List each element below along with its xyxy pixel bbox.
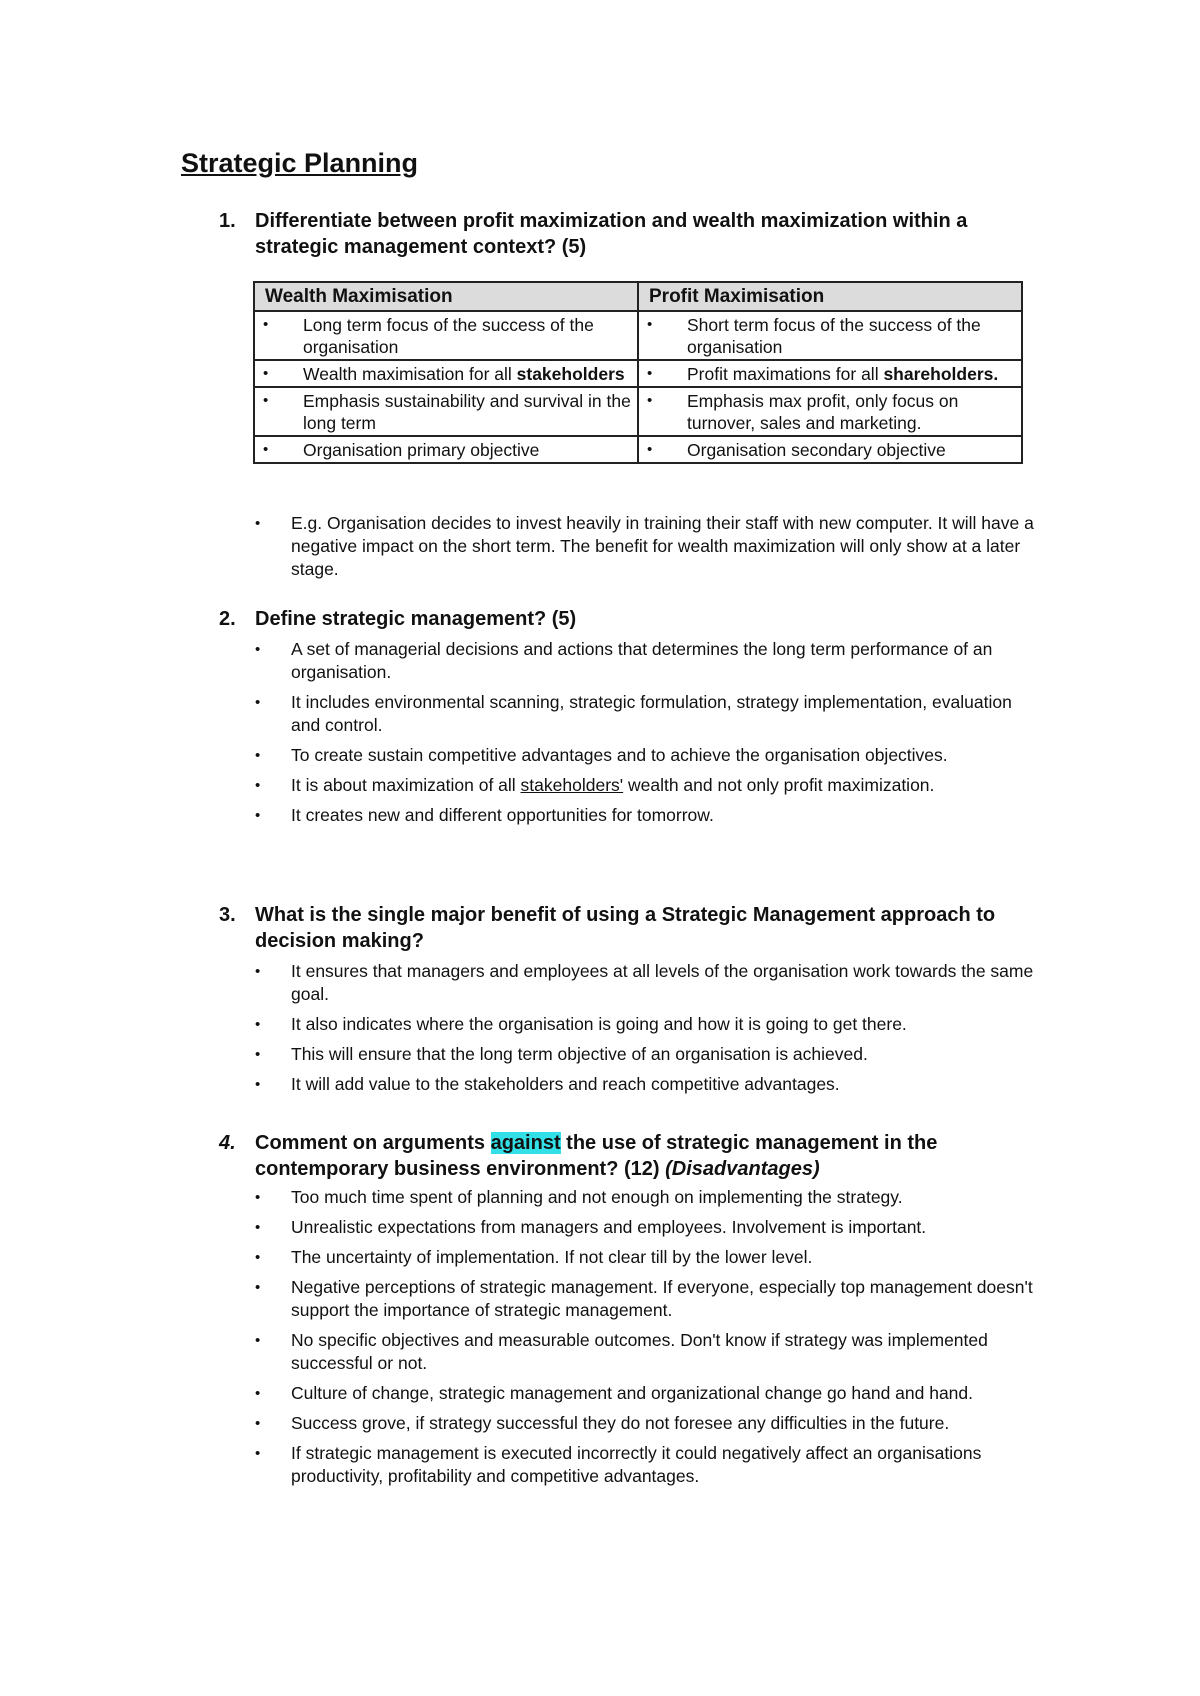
list-item bbox=[255, 774, 1039, 797]
list-item bbox=[255, 1412, 1039, 1435]
list-item-text: Success grove, if strategy successful they do not foresee any difficulties in the future. bbox=[291, 1413, 950, 1433]
question-3 bbox=[219, 902, 1039, 1103]
question-4 bbox=[219, 1130, 1039, 1495]
cell-text: Wealth maximisation for all bbox=[303, 364, 517, 384]
list-item-text: If strategic management is executed incorrectly it could negatively affect an organisations productivity, profitability and competitive advantages. bbox=[291, 1443, 982, 1486]
bullet-icon: • bbox=[647, 316, 653, 333]
list-item bbox=[255, 1013, 1039, 1036]
question-number: 4. bbox=[219, 1132, 236, 1154]
bullet-icon: • bbox=[263, 392, 269, 409]
cell-text: Emphasis sustainability and survival in the long term bbox=[303, 391, 631, 433]
list-item-text: wealth and not only profit maximization. bbox=[623, 775, 935, 795]
list-item-text: It will add value to the stakeholders and reach competitive advantages. bbox=[291, 1074, 840, 1094]
question-text-part: Comment on arguments bbox=[255, 1132, 491, 1154]
list-item bbox=[255, 512, 1039, 581]
table-cell bbox=[638, 436, 1022, 463]
column-header-profit: Profit Maximisation bbox=[638, 282, 1022, 311]
question-text: Define strategic management? (5) bbox=[255, 608, 577, 630]
bullet-icon: • bbox=[255, 1249, 261, 1266]
bullet-icon: • bbox=[255, 747, 261, 764]
table-cell bbox=[254, 360, 638, 387]
bullet-icon: • bbox=[255, 1219, 261, 1236]
list-item-text: It includes environmental scanning, strategic formulation, strategy implementation, evaluation and control. bbox=[291, 692, 1012, 735]
bullet-icon: • bbox=[255, 1445, 261, 1462]
table-cell bbox=[254, 311, 638, 360]
underlined-text: stakeholders' bbox=[520, 775, 624, 795]
question-text: Differentiate between profit maximization and wealth maximization within a strategic management context? (5) bbox=[255, 210, 968, 258]
cell-text: Short term focus of the success of the organisation bbox=[687, 315, 981, 357]
table-row bbox=[254, 436, 1022, 463]
table-cell bbox=[638, 360, 1022, 387]
bullet-icon: • bbox=[255, 807, 261, 824]
question-number: 1. bbox=[219, 210, 236, 232]
question-text-italic: (Disadvantages) bbox=[665, 1158, 820, 1180]
list-item-text: A set of managerial decisions and actions that determines the long term performance of an organisation. bbox=[291, 639, 993, 682]
question-text-part: the use of strategic management in the contemporary business environment? (12) bbox=[255, 1132, 938, 1180]
bullet-icon: • bbox=[255, 1385, 261, 1402]
cell-text: Long term focus of the success of the organisation bbox=[303, 315, 594, 357]
bullet-list bbox=[219, 512, 1039, 581]
table-header-row bbox=[254, 282, 1022, 311]
list-item-text: It also indicates where the organisation is going and how it is going to get there. bbox=[291, 1014, 907, 1034]
list-item-text: Culture of change, strategic management and organizational change go hand and hand. bbox=[291, 1383, 974, 1403]
list-item-text: To create sustain competitive advantages and to achieve the organisation objectives. bbox=[291, 745, 948, 765]
list-item-text: Unrealistic expectations from managers and employees. Involvement is important. bbox=[291, 1217, 927, 1237]
list-item-text: The uncertainty of implementation. If not clear till by the lower level. bbox=[291, 1247, 813, 1267]
list-item-text: It is about maximization of all bbox=[291, 775, 521, 795]
bullet-icon: • bbox=[255, 963, 261, 980]
bullet-icon: • bbox=[255, 1016, 261, 1033]
table-cell bbox=[638, 311, 1022, 360]
bullet-icon: • bbox=[647, 392, 653, 409]
list-item bbox=[255, 960, 1039, 1006]
list-item bbox=[255, 1246, 1039, 1269]
bullet-icon: • bbox=[255, 1076, 261, 1093]
list-item bbox=[255, 1186, 1039, 1209]
list-item bbox=[255, 638, 1039, 684]
list-item bbox=[255, 744, 1039, 767]
question-1 bbox=[219, 208, 1039, 260]
cell-text: Emphasis max profit, only focus on turnover, sales and marketing. bbox=[687, 391, 959, 433]
list-item-text: Negative perceptions of strategic management. If everyone, especially top management doesn't support the importance of strategic management. bbox=[291, 1277, 1033, 1320]
cell-text-bold: stakeholders bbox=[516, 364, 625, 384]
cell-text: Organisation primary objective bbox=[303, 440, 540, 460]
list-item bbox=[255, 1329, 1039, 1375]
list-item bbox=[255, 1043, 1039, 1066]
bullet-icon: • bbox=[255, 641, 261, 658]
list-item-text: E.g. Organisation decides to invest heavily in training their staff with new computer. It will have a negative impact on the short term. The benefit for wealth maximization will only show at a later stage. bbox=[291, 513, 1034, 579]
table-row bbox=[254, 311, 1022, 360]
bullet-icon: • bbox=[263, 365, 269, 382]
list-item bbox=[255, 804, 1039, 827]
bullet-icon: • bbox=[255, 1189, 261, 1206]
list-item bbox=[255, 1073, 1039, 1096]
list-item bbox=[255, 1442, 1039, 1488]
bullet-icon: • bbox=[263, 316, 269, 333]
list-item bbox=[255, 691, 1039, 737]
comparison-table bbox=[253, 281, 1023, 464]
column-header-wealth: Wealth Maximisation bbox=[254, 282, 638, 311]
bullet-icon: • bbox=[255, 515, 261, 532]
bullet-icon: • bbox=[255, 777, 261, 794]
bullet-icon: • bbox=[255, 1332, 261, 1349]
list-item-text: It ensures that managers and employees at all levels of the organisation work towards the same goal. bbox=[291, 961, 1034, 1004]
cell-text: Organisation secondary objective bbox=[687, 440, 946, 460]
list-item-text: No specific objectives and measurable outcomes. Don't know if strategy was implemented successful or not. bbox=[291, 1330, 988, 1373]
question-text: What is the single major benefit of using a Strategic Management approach to decision making? bbox=[255, 904, 996, 952]
question-2 bbox=[219, 606, 1039, 834]
cell-text-bold: shareholders. bbox=[883, 364, 999, 384]
bullet-icon: • bbox=[255, 694, 261, 711]
bullet-list bbox=[219, 1186, 1039, 1488]
page-title: Strategic Planning bbox=[181, 148, 419, 178]
bullet-icon: • bbox=[255, 1046, 261, 1063]
bullet-list bbox=[219, 638, 1039, 827]
list-item-text: It creates new and different opportunities for tomorrow. bbox=[291, 805, 714, 825]
list-item bbox=[255, 1276, 1039, 1322]
table-row bbox=[254, 360, 1022, 387]
bullet-list bbox=[219, 960, 1039, 1096]
table-cell bbox=[638, 387, 1022, 436]
cell-text: Profit maximations for all bbox=[687, 364, 884, 384]
question-number: 2. bbox=[219, 608, 236, 630]
question-1-example bbox=[219, 512, 1039, 588]
question-number: 3. bbox=[219, 904, 236, 926]
list-item bbox=[255, 1216, 1039, 1239]
table-cell bbox=[254, 387, 638, 436]
highlighted-text: against bbox=[490, 1132, 561, 1154]
list-item bbox=[255, 1382, 1039, 1405]
list-item-text: Too much time spent of planning and not enough on implementing the strategy. bbox=[291, 1187, 903, 1207]
table-cell bbox=[254, 436, 638, 463]
bullet-icon: • bbox=[255, 1415, 261, 1432]
bullet-icon: • bbox=[647, 365, 653, 382]
bullet-icon: • bbox=[647, 441, 653, 458]
bullet-icon: • bbox=[263, 441, 269, 458]
bullet-icon: • bbox=[255, 1279, 261, 1296]
list-item-text: This will ensure that the long term objective of an organisation is achieved. bbox=[291, 1044, 868, 1064]
table-row bbox=[254, 387, 1022, 436]
question-text bbox=[255, 1130, 1039, 1182]
